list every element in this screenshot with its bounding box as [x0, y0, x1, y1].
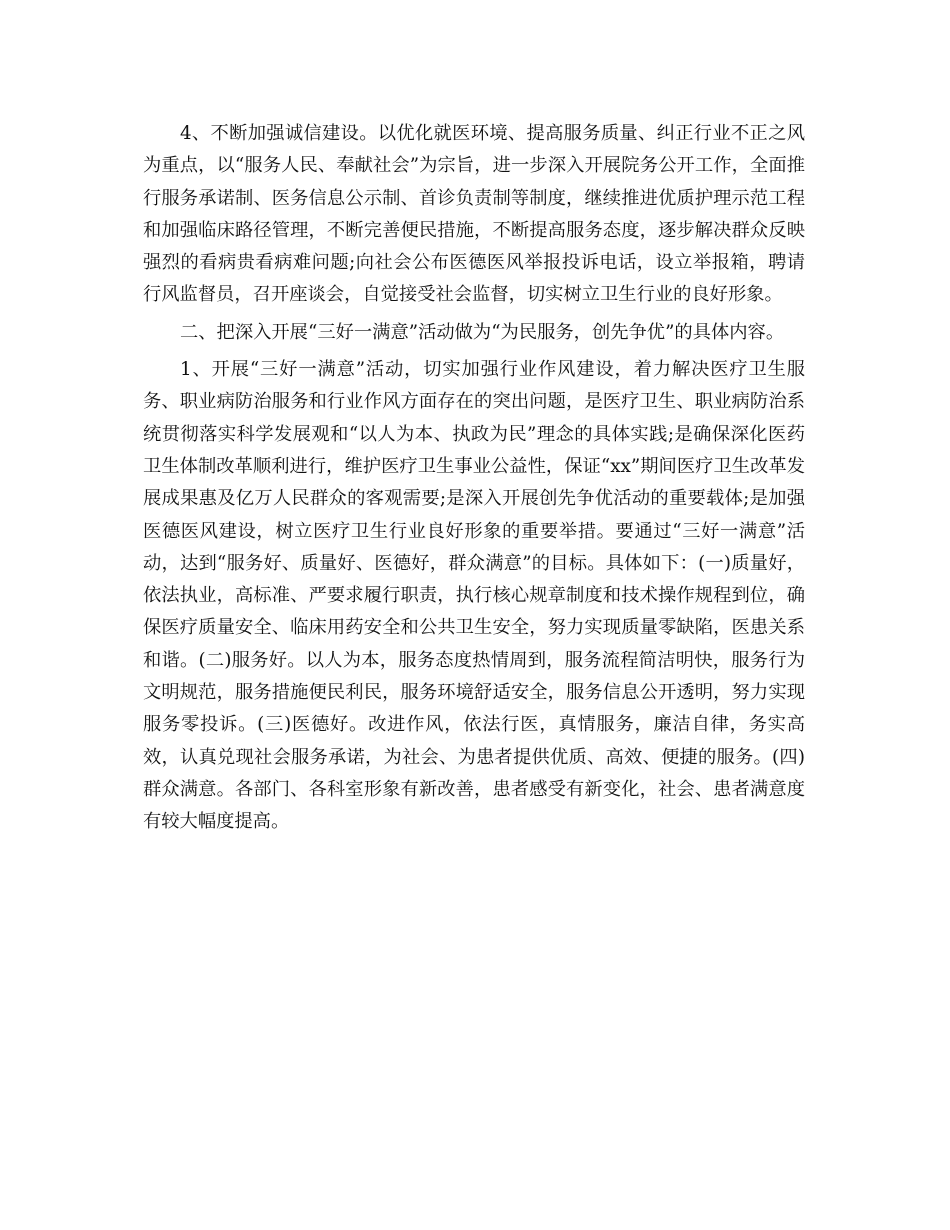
- document-page: [143, 118, 805, 839]
- paragraph-three-good-one-satisfied-activity: 1、开展“三好一满意”活动，切实加强行业作风建设，着力解决医疗卫生服务、职业病防治服务和行业作风方面存在的突出问题，是医疗卫生、职业病防治系统贯彻落实科学发展观和“以人为本、执政为民”理念的具体实践;是确保深化医药卫生体制改革顺利进行，维护医疗卫生事业公益性，保证“xx”期间医疗卫生改革发展成果惠及亿万人民群众的客观需要;是深入开展创先争优活动的重要载体;是加强医德医风建设，树立医疗卫生行业良好形象的重要举措。要通过“三好一满意”活动，达到“服务好、质量好、医德好，群众满意”的目标。具体如下：(一)质量好，依法执业，高标准、严要求履行职责，执行核心规章制度和技术操作规程到位，确保医疗质量安全、临床用药安全和公共卫生安全，努力实现质量零缺陷，医患关系和谐。(二)服务好。以人为本，服务态度热情周到，服务流程简洁明快，服务行为文明规范，服务措施便民利民，服务环境舒适安全，服务信息公开透明，努力实现服务零投诉。(三)医德好。改进作风，依法行医，真情服务，廉洁自律，务实高效，认真兑现社会服务承诺，为社会、为患者提供优质、高效、便捷的服务。(四)群众满意。各部门、各科室形象有新改善，患者感受有新变化，社会、患者满意度有较大幅度提高。: [143, 359, 805, 833]
- paragraph-integrity-building: 4、不断加强诚信建设。以优化就医环境、提高服务质量、纠正行业不正之风为重点，以“服务人民、奉献社会”为宗旨，进一步深入开展院务公开工作，全面推行服务承诺制、医务信息公示制、首诊负责制等制度，继续推进优质护理示范工程和加强临床路径管理，不断完善便民措施，不断提高服务态度，逐步解决群众反映强烈的看病贵看病难问题;向社会公布医德医风举报投诉电话，设立举报箱，聘请行风监督员，召开座谈会，自觉接受社会监督，切实树立卫生行业的良好形象。: [143, 123, 805, 306]
- section-heading-three-good-one-satisfied: 二、把深入开展“三好一满意”活动做为“为民服务，创先争优”的具体内容。: [180, 321, 785, 343]
